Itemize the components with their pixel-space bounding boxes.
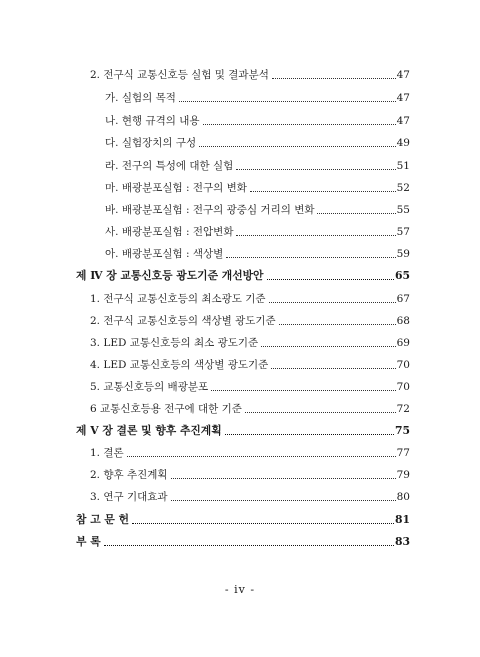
dot-leader	[236, 169, 395, 170]
dot-leader	[199, 146, 395, 147]
dot-leader	[271, 368, 395, 369]
toc-entry	[76, 509, 410, 527]
toc-entry-page: 59	[396, 248, 410, 260]
toc-entry-page: 70	[396, 359, 410, 371]
dot-leader	[317, 213, 395, 214]
toc-entry	[90, 398, 410, 416]
dot-leader	[171, 478, 396, 479]
toc-entry-title: 4. LED 교통신호등의 색상별 광도기준	[90, 359, 269, 371]
toc-entry-page: 68	[396, 315, 410, 327]
toc-entry	[105, 110, 410, 128]
dot-leader	[226, 257, 395, 258]
dot-leader	[267, 279, 394, 280]
toc-entry-title: 라. 전구의 특성에 대한 실험	[105, 160, 234, 172]
toc-entry	[105, 87, 410, 105]
dot-leader	[236, 235, 395, 236]
toc-entry-page: 75	[394, 424, 410, 437]
toc-entry	[76, 531, 410, 549]
dot-leader	[104, 545, 394, 546]
dot-leader	[127, 456, 396, 457]
toc-entry-page: 77	[396, 447, 410, 459]
toc-entry	[105, 177, 410, 195]
toc-entry-title: 1. 결론	[90, 447, 124, 459]
toc-entry	[90, 64, 410, 82]
dot-leader	[261, 346, 395, 347]
toc-entry-title: 마. 배광분포실험 : 전구의 변화	[105, 182, 247, 194]
dot-leader	[203, 124, 396, 125]
dot-leader	[279, 324, 396, 325]
toc-entry	[105, 132, 410, 150]
toc-entry	[105, 243, 410, 261]
toc-entry-page: 55	[396, 204, 410, 216]
dot-leader	[225, 434, 394, 435]
toc-entry	[90, 486, 410, 504]
toc-entry-page: 51	[396, 160, 410, 172]
dot-leader	[269, 302, 396, 303]
toc-entry-title: 6 교통신호등용 전구에 대한 기준	[90, 403, 242, 415]
page-number: - iv -	[224, 583, 256, 596]
dot-leader	[171, 500, 396, 501]
toc-entry	[105, 199, 410, 217]
toc-entry-page: 65	[394, 269, 410, 282]
toc-entry-title: 1. 전구식 교통신호등의 최소광도 기준	[90, 293, 266, 305]
dot-leader	[132, 523, 394, 524]
toc-entry-title: 가. 실험의 목적	[105, 92, 176, 104]
dot-leader	[245, 412, 396, 413]
dot-leader	[250, 191, 396, 192]
toc-entry-title: 참 고 문 헌	[76, 513, 129, 526]
toc-entry-page: 57	[396, 226, 410, 238]
toc-entry	[105, 155, 410, 173]
dot-leader	[179, 101, 396, 102]
toc-entry-page: 52	[396, 182, 410, 194]
toc-entry-page: 81	[394, 513, 410, 526]
toc-entry	[90, 310, 410, 328]
toc-entry	[90, 464, 410, 482]
toc-entry-title: 바. 배광분포실험 : 전구의 광중심 거리의 변화	[105, 204, 315, 216]
toc-entry-page: 83	[394, 535, 410, 548]
toc-entry	[90, 376, 410, 394]
toc-entry	[90, 288, 410, 306]
toc-entry-page: 79	[396, 469, 410, 481]
toc-entry	[76, 265, 410, 283]
toc-entry-title: 사. 배광분포실험 : 전압변화	[105, 226, 234, 238]
toc-entry-title: 제 Ⅴ 장 결론 및 향후 추진계획	[76, 424, 222, 437]
toc-entry-page: 47	[396, 115, 410, 127]
toc-entry-page: 49	[396, 137, 410, 149]
toc-entry	[76, 420, 410, 438]
toc-entry-title: 2. 전구식 교통신호등의 색상별 광도기준	[90, 315, 276, 327]
toc-entry-title: 부 록	[76, 535, 101, 548]
toc-entry-title: 2. 향후 추진계획	[90, 469, 168, 481]
toc-entry-page: 80	[396, 491, 410, 503]
toc-entry-title: 3. 연구 기대효과	[90, 491, 168, 503]
toc-entry-page: 47	[396, 92, 410, 104]
toc-entry-title: 3. LED 교통신호등의 최소 광도기준	[90, 337, 259, 349]
toc-entry-title: 아. 배광분포실험 : 색상별	[105, 248, 224, 260]
toc-entry-title: 2. 전구식 교통신호등 실험 및 결과분석	[90, 69, 269, 81]
toc-entry	[90, 332, 410, 350]
toc-entry-page: 67	[396, 293, 410, 305]
toc-entry-title: 다. 실험장치의 구성	[105, 137, 197, 149]
toc-entry-page: 70	[396, 381, 410, 393]
toc-entry	[90, 354, 410, 372]
dot-leader	[211, 390, 396, 391]
toc-entry	[105, 221, 410, 239]
toc-entry	[90, 442, 410, 460]
toc-entry-page: 69	[396, 337, 410, 349]
toc-entry-page: 47	[396, 69, 410, 81]
toc-entry-title: 5. 교통신호등의 배광분포	[90, 381, 209, 393]
dot-leader	[272, 78, 396, 79]
toc-entry-title: 제 Ⅳ 장 교통신호등 광도기준 개선방안	[76, 269, 264, 282]
toc-entry-title: 나. 현행 규격의 내용	[105, 115, 200, 127]
toc-entry-page: 72	[396, 403, 410, 415]
